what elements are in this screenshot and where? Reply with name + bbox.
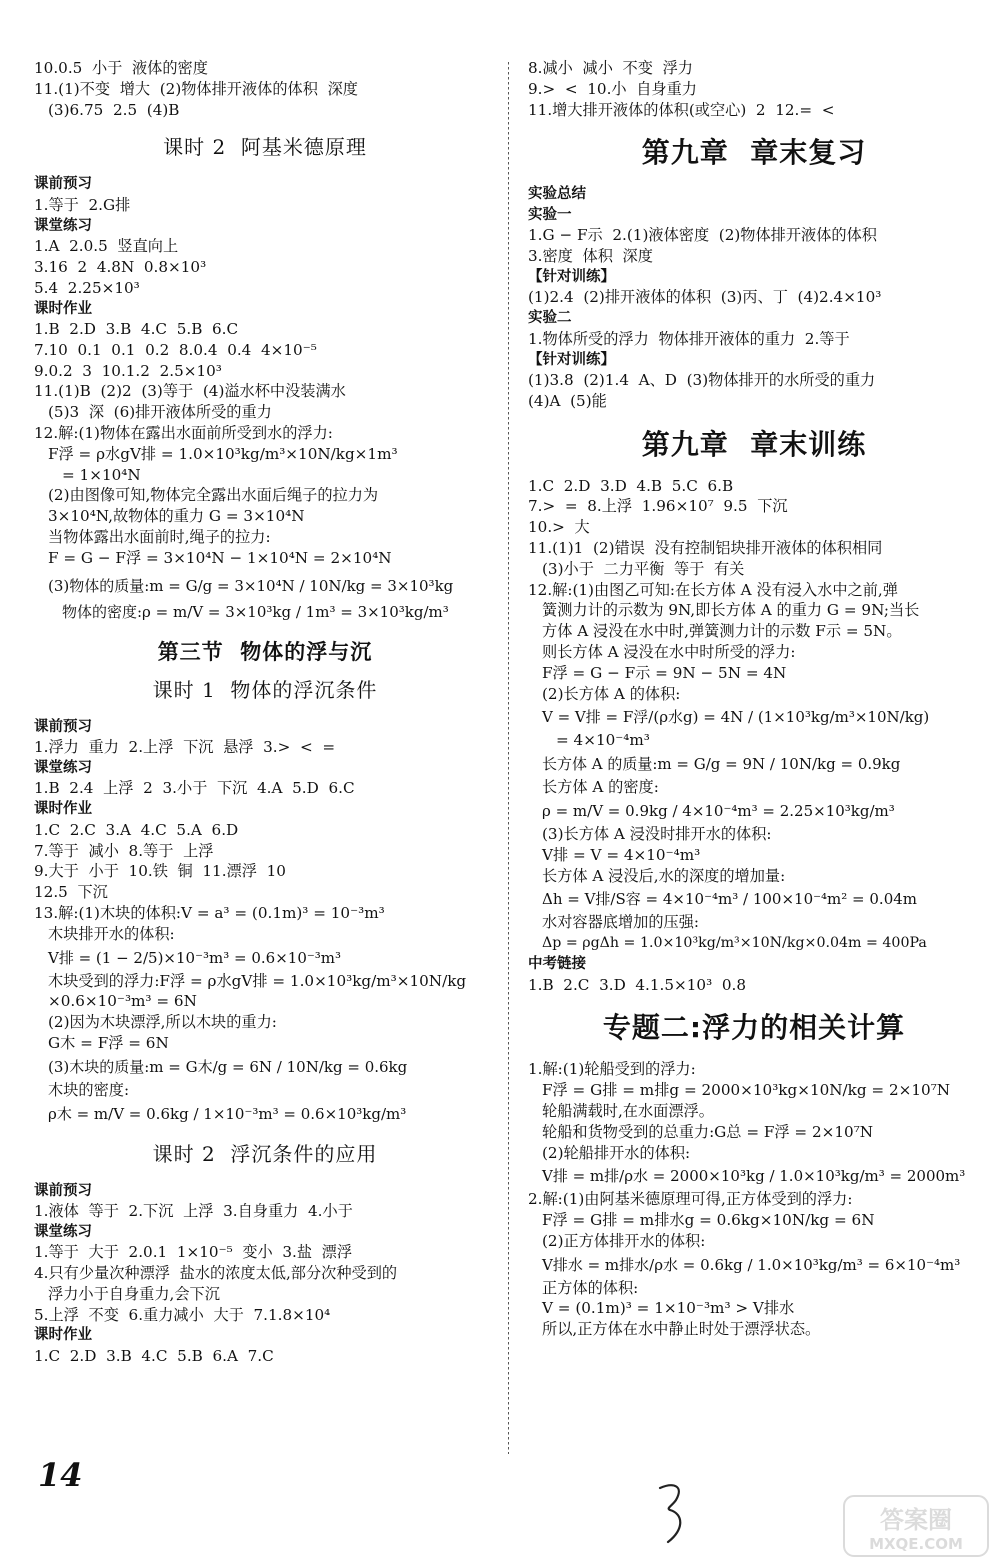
answer-line: 5.4 2.25×10³ — [34, 278, 140, 297]
chapter-title: 第九章 章末复习 — [641, 136, 867, 170]
answer-line: 11.(1)不变 增大 (2)物体排开液体的体积 深度 — [34, 79, 358, 98]
answer-line: 9.大于 小于 10.铁 铜 11.漂浮 10 — [34, 862, 286, 881]
left-column — [34, 58, 496, 1367]
equation-line: F浮 = G − F示 = 9N − 5N = 4N — [542, 663, 787, 682]
column-divider — [508, 62, 509, 1454]
answer-line: 7.等于 减小 8.等于 上浮 — [34, 841, 214, 860]
equation-line: (3)木块的质量:m = G木/g = 6N / 10N/kg = 0.6kg — [48, 1057, 408, 1076]
topic-title: 专题二:浮力的相关计算 — [602, 1011, 906, 1045]
answer-line: 正方体的体积: — [542, 1278, 639, 1297]
answer-line: (1)2.4 (2)排开液体的体积 (3)丙、丁 (4)2.4×10³ — [528, 288, 882, 307]
lesson-title: 课时 2 浮沉条件的应用 — [152, 1141, 378, 1166]
answer-line: (2)轮船排开水的体积: — [542, 1143, 691, 1162]
answer-line: 1.物体所受的浮力 物体排开液体的重力 2.等于 — [528, 329, 850, 348]
answer-line: 12.5 下沉 — [34, 883, 108, 902]
answer-line: 12.解:(1)由图乙可知:在长方体 A 没有浸入水中之前,弹 — [528, 580, 898, 599]
equation-line: 轮船和货物受到的总重力:G总 = F浮 = 2×10⁷N — [542, 1122, 874, 1141]
answer-line: 5.上浮 不变 6.重力减小 大于 7.1.8×10⁴ — [34, 1305, 331, 1324]
answer-line: 2.解:(1)由阿基米德原理可得,正方体受到的浮力: — [528, 1190, 853, 1209]
answer-line: 轮船满载时,在水面漂浮。 — [542, 1101, 714, 1120]
answer-line: 8.减小 减小 不变 浮力 — [528, 59, 693, 77]
answer-line: 1.C 2.C 3.A 4.C 5.A 6.D — [34, 820, 239, 839]
answer-line: 10.0.5 小于 液体的密度 — [34, 59, 208, 77]
answer-line: 11.(1)B (2)2 (3)等于 (4)溢水杯中没装满水 — [34, 382, 346, 401]
answer-line: 浮力小于自身重力,会下沉 — [48, 1284, 220, 1303]
equation-line: V排 = m排/ρ水 = 2000×10³kg / 1.0×10³kg/m³ = 2000m³ — [542, 1167, 966, 1186]
answer-line: 长方体 A 浸没后,水的深度的增加量: — [542, 866, 786, 885]
right-column — [528, 58, 980, 1340]
section-label: 课时作业 — [34, 300, 92, 317]
equation-line: ×0.6×10⁻³m³ = 6N — [48, 992, 197, 1011]
equation-line: = 1×10⁴N — [62, 465, 141, 484]
answer-line: 1.B 2.D 3.B 4.C 5.B 6.C — [34, 320, 239, 339]
section-label: 课前预习 — [34, 718, 92, 735]
answer-line: 长方体 A 的密度: — [542, 778, 659, 797]
answer-line: 当物体露出水面前时,绳子的拉力: — [48, 528, 271, 547]
equation-line: ρ = m/V = 0.9kg / 4×10⁻⁴m³ = 2.25×10³kg/m³ — [542, 802, 895, 821]
answer-line: 11.(1)1 (2)错误 没有控制铝块排开液体的体积相同 — [528, 539, 883, 558]
section-label: 课时作业 — [34, 1327, 92, 1344]
section-label: 课前预习 — [34, 176, 92, 193]
answer-line: (3)长方体 A 浸没时排开水的体积: — [542, 825, 772, 844]
answer-line: (2)长方体 A 的体积: — [542, 684, 681, 703]
answer-line: 簧测力计的示数为 9N,即长方体 A 的重力 G = 9N;当长 — [542, 601, 920, 620]
equation-line: F浮 = G排 = m排水g = 0.6kg×10N/kg = 6N — [542, 1211, 875, 1230]
section-label: 实验二 — [528, 310, 572, 327]
equation-line: V排 = (1 − 2/5)×10⁻³m³ = 0.6×10⁻³m³ — [48, 948, 342, 967]
section-label: 实验总结 — [528, 186, 586, 203]
handwritten-mark — [654, 1480, 694, 1550]
answer-line: 木块的密度: — [48, 1080, 130, 1099]
section-label: 课堂练习 — [34, 1223, 92, 1240]
answer-line: 1.G − F示 2.(1)液体密度 (2)物体排开液体的体积 — [528, 226, 877, 245]
answer-line: 1.A 2.0.5 竖直向上 — [34, 237, 179, 256]
equation-line: F浮 = G排 = m排g = 2000×10³kg×10N/kg = 2×10⁷N — [542, 1081, 951, 1100]
answer-line: 则长方体 A 浸没在水中时所受的浮力: — [542, 643, 796, 662]
equation-line: 长方体 A 的质量:m = G/g = 9N / 10N/kg = 0.9kg — [542, 755, 901, 774]
equation-line: ρ木 = m/V = 0.6kg / 1×10⁻³m³ = 0.6×10³kg/m³ — [48, 1104, 407, 1123]
answer-line: 1.等于 2.G排 — [34, 195, 131, 214]
answer-line: 1.浮力 重力 2.上浮 下沉 悬浮 3.> < = — [34, 738, 336, 757]
answer-line: 3.密度 体积 深度 — [528, 247, 653, 266]
answer-line: 7.> = 8.上浮 1.96×10⁷ 9.5 下沉 — [528, 497, 788, 516]
answer-line: (2)正方体排开水的体积: — [542, 1231, 706, 1250]
answer-line: (2)因为木块漂浮,所以木块的重力: — [48, 1013, 277, 1032]
answer-line: 3×10⁴N,故物体的重力 G = 3×10⁴N — [48, 507, 305, 526]
answer-line: (4)A (5)能 — [528, 391, 607, 410]
equation-line: V = V排 = F浮/(ρ水g) = 4N / (1×10³kg/m³×10N/kg) — [542, 708, 930, 727]
answer-line: (3)小于 二力平衡 等于 有关 — [542, 559, 745, 578]
answer-line: 1.B 2.C 3.D 4.1.5×10³ 0.8 — [528, 975, 746, 994]
equation-line: 木块受到的浮力:F浮 = ρ水gV排 = 1.0×10³kg/m³×10N/kg — [48, 971, 467, 990]
lesson-title: 课时 1 物体的浮沉条件 — [152, 677, 378, 702]
section-label: 中考链接 — [528, 956, 586, 973]
answer-line: 13.解:(1)木块的体积:V = a³ = (0.1m)³ = 10⁻³m³ — [34, 903, 385, 922]
equation-line: F浮 = ρ水gV排 = 1.0×10³kg/m³×10N/kg×1m³ — [48, 444, 398, 463]
answer-line: 4.只有少量次种漂浮 盐水的浓度太低,部分次种受到的 — [34, 1264, 398, 1283]
answer-line: 3.16 2 4.8N 0.8×10³ — [34, 257, 207, 276]
section-label: 实验一 — [528, 206, 572, 223]
section-label: 课堂练习 — [34, 217, 92, 234]
answer-line: 1.C 2.D 3.B 4.C 5.B 6.A 7.C — [34, 1346, 274, 1365]
answer-line: 9.> < 10.小 自身重力 — [528, 79, 697, 98]
equation-line: 物体的密度:ρ = m/V = 3×10³kg / 1m³ = 3×10³kg/m³ — [62, 602, 449, 621]
answer-line: 1.C 2.D 3.D 4.B 5.C 6.B — [528, 476, 734, 495]
section-label: 【针对训练】 — [528, 351, 615, 368]
equation-line: Δh = V排/S容 = 4×10⁻⁴m³ / 100×10⁻⁴m² = 0.04m — [542, 890, 918, 909]
answer-line: 1.解:(1)轮船受到的浮力: — [528, 1060, 696, 1079]
answer-line: 所以,正方体在水中静止时处于漂浮状态。 — [542, 1320, 821, 1339]
svg-text:答案圈: 答案圈 — [880, 1506, 952, 1534]
section-label: 课堂练习 — [34, 759, 92, 776]
equation-line: F = G − F浮 = 3×10⁴N − 1×10⁴N = 2×10⁴N — [48, 548, 392, 567]
page-number: 14 — [38, 1456, 83, 1494]
answer-line: 10.> 大 — [528, 518, 590, 537]
lesson-title: 课时 2 阿基米德原理 — [163, 135, 367, 160]
answer-line: (2)由图像可知,物体完全露出水面后绳子的拉力为 — [48, 486, 379, 505]
equation-line: V = (0.1m)³ = 1×10⁻³m³ > V排水 — [542, 1299, 795, 1318]
equation-line: G木 = F浮 = 6N — [48, 1033, 169, 1052]
answer-line: 1.B 2.4 上浮 2 3.小于 下沉 4.A 5.D 6.C — [34, 779, 355, 798]
section-label: 【针对训练】 — [528, 268, 615, 285]
equation-line: Δp = ρgΔh = 1.0×10³kg/m³×10N/kg×0.04m = 400Pa — [542, 935, 927, 952]
equation-line: V排 = V = 4×10⁻⁴m³ — [542, 845, 701, 864]
svg-text:MXQE.COM: MXQE.COM — [869, 1535, 963, 1553]
answer-line: 水对容器底增加的压强: — [542, 913, 699, 932]
answer-line: (5)3 深 (6)排开液体所受的重力 — [48, 403, 272, 422]
equation-line: = 4×10⁻⁴m³ — [556, 731, 650, 750]
answer-line: 11.增大排开液体的体积(或空心) 2 12.= < — [528, 100, 835, 119]
answer-line: 木块排开水的体积: — [48, 924, 175, 943]
answer-line: 方体 A 浸没在水中时,弹簧测力计的示数 F示 = 5N。 — [542, 622, 902, 641]
answer-line: 7.10 0.1 0.1 0.2 8.0.4 0.4 4×10⁻⁵ — [34, 340, 317, 359]
answer-line: (3)6.75 2.5 (4)B — [48, 100, 180, 119]
left-top-answers — [34, 58, 496, 120]
section-title: 第三节 物体的浮与沉 — [157, 638, 373, 664]
section-label: 课时作业 — [34, 801, 92, 818]
equation-line: (3)物体的质量:m = G/g = 3×10⁴N / 10N/kg = 3×10³kg — [48, 576, 454, 595]
answer-line: 12.解:(1)物体在露出水面前所受到水的浮力: — [34, 424, 333, 443]
chapter-title: 第九章 章末训练 — [641, 427, 867, 461]
watermark-logo — [842, 1492, 992, 1560]
equation-line: V排水 = m排水/ρ水 = 0.6kg / 1.0×10³kg/m³ = 6×10⁻⁴m³ — [542, 1255, 961, 1274]
answer-line: (1)3.8 (2)1.4 A、D (3)物体排开的水所受的重力 — [528, 371, 876, 390]
answer-line: 1.液体 等于 2.下沉 上浮 3.自身重力 4.小于 — [34, 1202, 353, 1220]
answer-line: 9.0.2 3 10.1.2 2.5×10³ — [34, 361, 222, 380]
section-label: 课前预习 — [34, 1182, 92, 1199]
answer-line: 1.等于 大于 2.0.1 1×10⁻⁵ 变小 3.盐 漂浮 — [34, 1243, 353, 1262]
